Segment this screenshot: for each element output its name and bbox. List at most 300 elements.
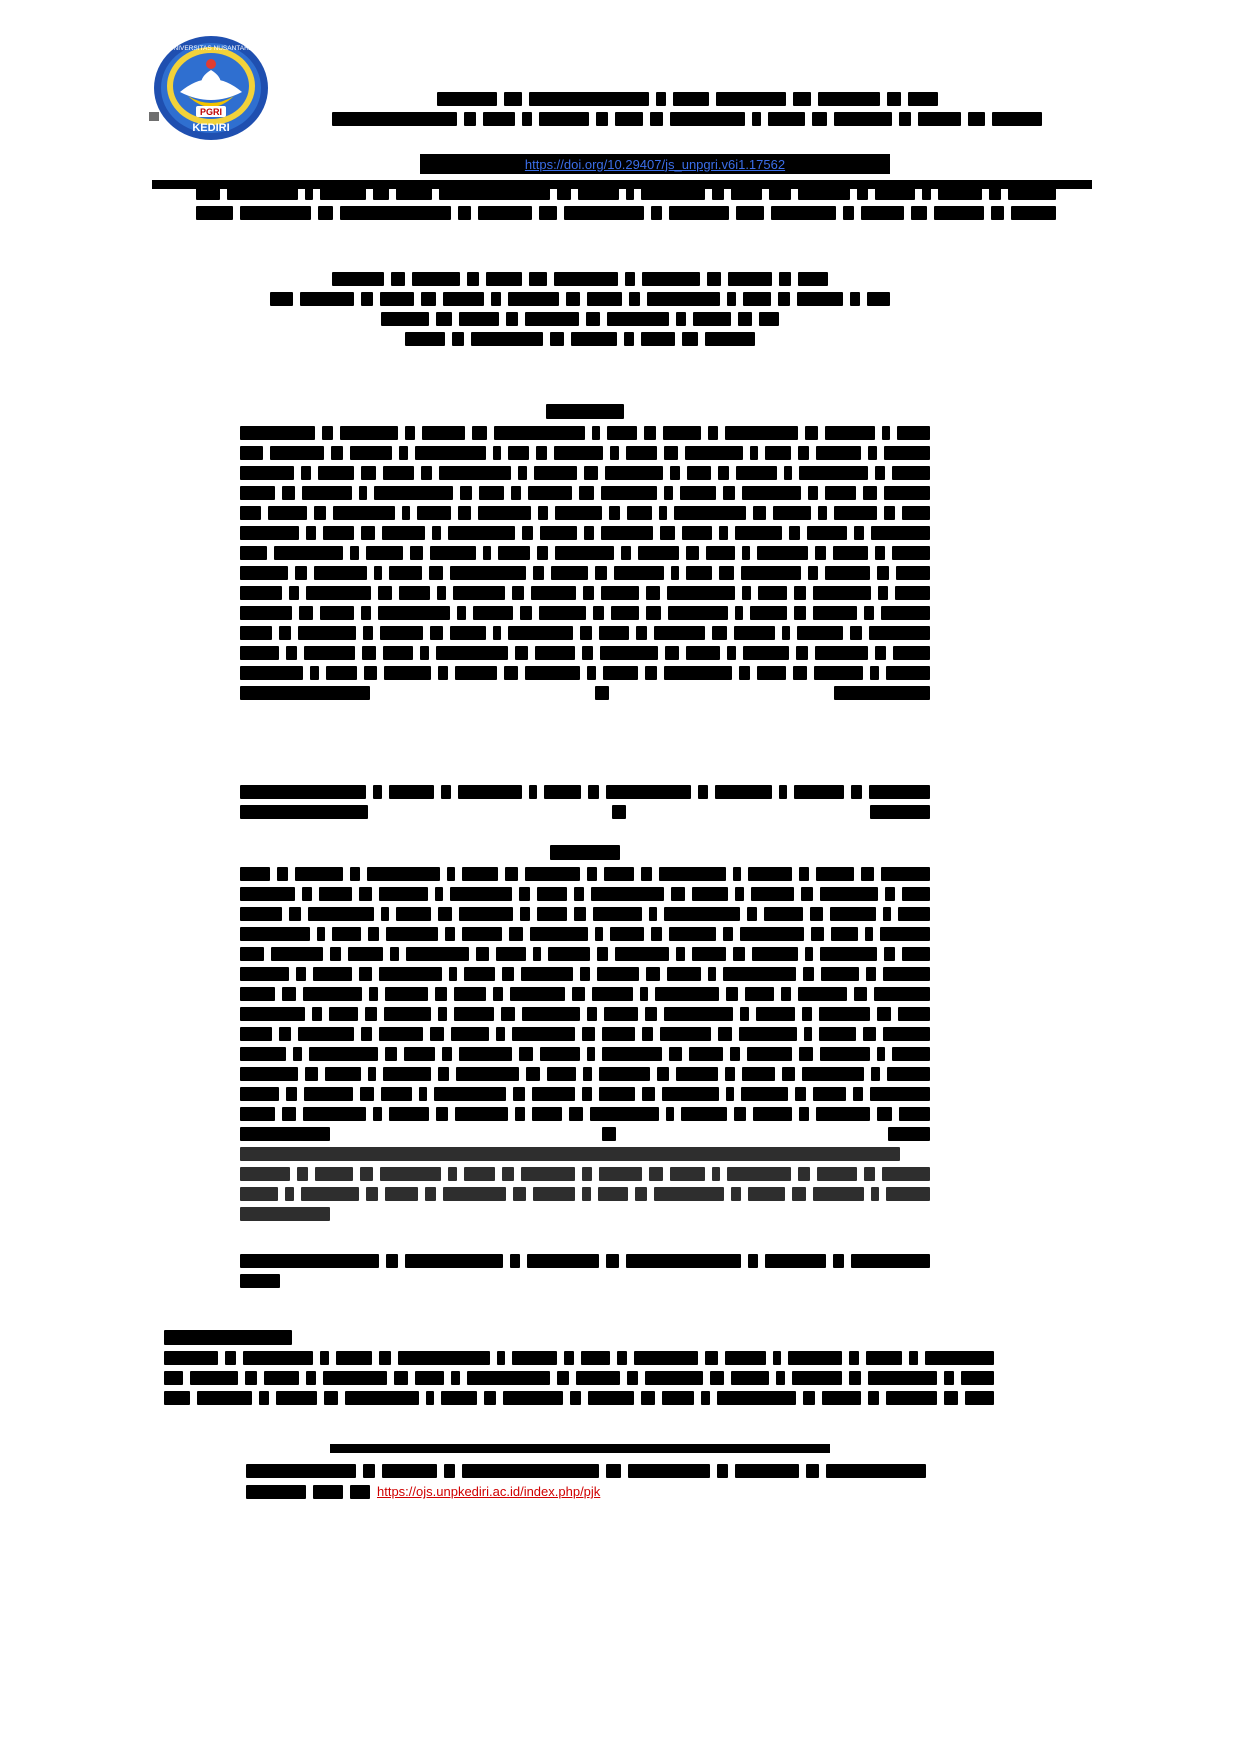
text-block [323, 1371, 387, 1385]
text-block [815, 546, 826, 560]
text-block [363, 1464, 376, 1478]
text-block [453, 586, 505, 600]
text-block [457, 606, 465, 620]
text-block [794, 586, 806, 600]
introduction-section [164, 1330, 994, 1411]
text-block [689, 1047, 723, 1061]
text-block [831, 927, 858, 941]
text-block [520, 606, 532, 620]
text-block [813, 1087, 845, 1101]
text-block [753, 506, 766, 520]
text-block [707, 272, 721, 286]
text-block [240, 646, 279, 660]
text-block [627, 1371, 637, 1385]
text-block [439, 186, 551, 200]
text-block [877, 566, 889, 580]
text-block [871, 526, 930, 540]
text-block [447, 867, 455, 881]
text-block [660, 526, 675, 540]
text-block [540, 526, 577, 540]
text-block [164, 1371, 183, 1385]
text-block [399, 446, 408, 460]
text-block [592, 987, 633, 1001]
text-block [649, 907, 657, 921]
text-block [793, 666, 807, 680]
text-block [863, 1027, 875, 1041]
text-block [386, 927, 438, 941]
text-block [646, 606, 661, 620]
text-block [654, 626, 705, 640]
text-block [875, 466, 885, 480]
text-block [659, 506, 667, 520]
text-block [902, 506, 930, 520]
text-line [240, 987, 930, 1001]
text-block [547, 1067, 576, 1081]
text-block [385, 987, 429, 1001]
text-block [789, 526, 801, 540]
text-block [340, 206, 451, 220]
text-block [591, 887, 664, 901]
text-block [581, 1351, 610, 1365]
footer-line-with-url [246, 1484, 926, 1499]
text-block [384, 666, 431, 680]
text-block [609, 506, 620, 520]
text-block [587, 666, 596, 680]
abstrak-body [240, 867, 930, 1141]
text-block [274, 546, 343, 560]
abstract-heading [240, 404, 930, 419]
text-block [798, 987, 847, 1001]
text-block [373, 785, 382, 799]
text-block [748, 1254, 758, 1268]
text-block [660, 1027, 711, 1041]
text-block [305, 186, 312, 200]
text-block [378, 586, 392, 600]
text-block [476, 947, 489, 961]
text-block [646, 586, 660, 600]
text-block [197, 1391, 252, 1405]
text-block [435, 887, 443, 901]
doi-link[interactable]: https://doi.org/10.29407/js_unpgri.v6i1.17562 [524, 156, 786, 172]
text-block [426, 1391, 435, 1405]
text-line [240, 426, 930, 440]
text-block [834, 506, 876, 520]
text-block [874, 987, 930, 1001]
text-block [458, 506, 471, 520]
text-block [820, 1047, 870, 1061]
text-block [574, 887, 584, 901]
text-block [451, 1027, 490, 1041]
text-block [305, 1067, 317, 1081]
text-block [521, 1167, 575, 1181]
text-block [615, 947, 669, 961]
text-block [802, 1067, 864, 1081]
text-block [599, 1087, 635, 1101]
text-block [532, 1087, 575, 1101]
text-block [592, 426, 600, 440]
text-block [456, 1067, 520, 1081]
text-block [550, 332, 564, 346]
text-block [240, 1167, 290, 1181]
text-block [765, 446, 791, 460]
text-block [875, 546, 885, 560]
text-block [792, 1371, 842, 1385]
text-block [719, 566, 734, 580]
text-block [383, 1067, 431, 1081]
text-block [742, 486, 802, 500]
text-block [381, 907, 389, 921]
text-block [497, 1351, 505, 1365]
text-block [240, 1067, 298, 1081]
text-block [641, 1391, 655, 1405]
text-block [799, 466, 868, 480]
text-block [571, 332, 617, 346]
text-block [757, 546, 808, 560]
text-block [430, 1027, 444, 1041]
text-block [883, 967, 930, 981]
text-block [286, 646, 297, 660]
text-line [240, 506, 930, 520]
text-block [733, 947, 746, 961]
text-block [853, 1087, 863, 1101]
text-block [579, 486, 594, 500]
text-block [442, 1047, 452, 1061]
text-block [682, 332, 698, 346]
text-block [898, 907, 930, 921]
text-line [240, 887, 930, 901]
text-block [747, 907, 757, 921]
text-block [270, 292, 293, 306]
svg-text:PGRI: PGRI [199, 107, 223, 117]
text-block [871, 1067, 880, 1081]
text-block [350, 546, 360, 560]
text-block [333, 506, 395, 520]
text-block [379, 1027, 423, 1041]
text-line [240, 626, 930, 640]
text-block [304, 646, 355, 660]
text-block [773, 1351, 781, 1365]
text-block [282, 1107, 296, 1121]
text-block [676, 947, 685, 961]
text-block [331, 446, 343, 460]
text-block [825, 566, 869, 580]
text-block [895, 586, 930, 600]
text-block [812, 112, 827, 126]
text-block [595, 686, 609, 700]
text-block [681, 1107, 727, 1121]
text-block [850, 626, 862, 640]
text-block [733, 867, 741, 881]
text-block [537, 546, 548, 560]
text-block [580, 626, 592, 640]
text-block [752, 112, 760, 126]
text-block [597, 967, 639, 981]
text-block [731, 1371, 769, 1385]
text-block [306, 586, 370, 600]
text-block [877, 1007, 891, 1021]
text-block [799, 1107, 810, 1121]
text-block [436, 312, 452, 326]
text-block [240, 887, 295, 901]
text-block [508, 446, 530, 460]
text-block [435, 987, 447, 1001]
text-block [454, 987, 486, 1001]
text-block [922, 186, 931, 200]
text-block [892, 466, 931, 480]
text-block [820, 887, 878, 901]
text-line [164, 1351, 994, 1365]
text-block [634, 1351, 699, 1365]
journal-title-block [332, 92, 1042, 132]
text-block [882, 426, 890, 440]
text-block [818, 92, 880, 106]
text-block [726, 987, 738, 1001]
text-block [748, 867, 792, 881]
text-block [380, 292, 413, 306]
footer-block [350, 1485, 370, 1499]
text-block [803, 967, 815, 981]
text-block [417, 506, 451, 520]
text-block [649, 1167, 663, 1181]
text-block [607, 312, 669, 326]
text-line [240, 785, 930, 799]
text-block [297, 1167, 307, 1181]
text-block [582, 646, 593, 660]
text-block [405, 1254, 503, 1268]
text-line [240, 606, 930, 620]
text-block [373, 1107, 382, 1121]
text-block [430, 626, 444, 640]
text-block [821, 967, 858, 981]
text-block [884, 947, 895, 961]
text-block [529, 92, 649, 106]
text-block [642, 1087, 656, 1101]
text-block [751, 887, 794, 901]
text-block [781, 987, 791, 1001]
text-block [308, 907, 374, 921]
text-block [627, 506, 652, 520]
text-block [264, 1371, 299, 1385]
text-line [164, 1391, 994, 1405]
text-block [819, 1007, 870, 1021]
text-block [742, 586, 751, 600]
text-block [510, 1254, 520, 1268]
text-block [537, 887, 567, 901]
text-block [612, 805, 626, 819]
text-line [240, 907, 930, 921]
text-block [295, 566, 307, 580]
text-block [715, 785, 772, 799]
text-block [771, 206, 836, 220]
text-block [405, 332, 445, 346]
text-block [518, 466, 526, 480]
text-block [867, 292, 890, 306]
margin-mark [149, 112, 159, 121]
text-block [667, 586, 735, 600]
author-line [270, 312, 890, 326]
text-block [293, 1047, 302, 1061]
text-block [504, 666, 518, 680]
abstract-body [240, 426, 930, 700]
keywords-body [240, 785, 930, 819]
text-block [734, 626, 775, 640]
text-block [888, 1127, 930, 1141]
text-block [320, 186, 366, 200]
text-line [240, 1187, 930, 1201]
text-block [602, 1027, 635, 1041]
text-block [692, 947, 725, 961]
text-block [493, 446, 501, 460]
text-block [240, 446, 263, 460]
text-block [306, 526, 316, 540]
text-block [240, 666, 303, 680]
text-block [380, 1167, 441, 1181]
text-block [434, 1087, 506, 1101]
text-block [539, 206, 558, 220]
text-block [548, 947, 591, 961]
text-block [441, 785, 451, 799]
text-block [664, 486, 672, 500]
text-block [692, 887, 729, 901]
text-block [379, 887, 427, 901]
abstrak-body-grey [240, 1147, 930, 1221]
text-block [854, 526, 864, 540]
text-block [296, 967, 306, 981]
text-block [508, 292, 559, 306]
text-block [479, 486, 504, 500]
text-block [816, 867, 854, 881]
text-block [576, 1371, 621, 1385]
text-block [801, 887, 813, 901]
text-block [870, 666, 879, 680]
text-block [196, 186, 220, 200]
text-block [505, 867, 518, 881]
text-block [437, 586, 446, 600]
text-block [817, 1167, 857, 1181]
title-line [332, 112, 1042, 126]
text-block [460, 486, 472, 500]
text-block [830, 907, 875, 921]
text-block [884, 446, 930, 460]
text-block [686, 646, 720, 660]
text-block [796, 646, 808, 660]
text-block [478, 206, 532, 220]
text-block [295, 867, 343, 881]
text-block [645, 1371, 704, 1385]
journal-url-link[interactable]: https://ojs.unpkediri.ac.id/index.php/pjk [377, 1484, 601, 1499]
text-block [597, 947, 608, 961]
text-block [380, 626, 422, 640]
text-block [363, 626, 373, 640]
text-block [887, 1067, 930, 1081]
text-block [164, 1351, 218, 1365]
text-block [884, 506, 895, 520]
text-block [644, 426, 656, 440]
text-block [361, 1027, 372, 1041]
text-block [593, 606, 603, 620]
text-block [471, 332, 543, 346]
text-block [336, 1351, 371, 1365]
text-block [731, 1187, 741, 1201]
text-block [449, 967, 457, 981]
text-block [739, 666, 750, 680]
text-block [493, 626, 502, 640]
text-block [758, 586, 788, 600]
text-block [934, 206, 984, 220]
text-block [484, 1391, 496, 1405]
text-block [808, 566, 818, 580]
text-block [662, 1087, 718, 1101]
text-block [663, 426, 701, 440]
text-block [467, 272, 479, 286]
text-block [759, 312, 779, 326]
text-block [892, 1047, 930, 1061]
text-block [645, 666, 657, 680]
text-block [642, 1027, 653, 1041]
text-block [621, 546, 631, 560]
text-block [626, 1254, 741, 1268]
text-block [512, 586, 524, 600]
text-block [410, 546, 423, 560]
text-block [606, 1254, 619, 1268]
introduction-body [164, 1351, 994, 1405]
text-line [240, 1107, 930, 1121]
text-block [240, 586, 282, 600]
text-block [332, 927, 360, 941]
text-block [599, 626, 630, 640]
text-block [240, 967, 289, 981]
text-block [647, 292, 721, 306]
text-block [588, 785, 599, 799]
text-block [712, 1167, 721, 1181]
text-block [886, 666, 930, 680]
text-block [383, 466, 413, 480]
text-block [396, 186, 432, 200]
text-block [533, 947, 541, 961]
text-block [782, 626, 791, 640]
text-block [765, 1254, 826, 1268]
text-block [240, 1187, 278, 1201]
text-block [728, 272, 772, 286]
text-block [610, 446, 619, 460]
text-block [868, 1371, 937, 1385]
text-block [398, 1351, 490, 1365]
text-block [399, 586, 430, 600]
text-block [533, 1187, 575, 1201]
text-block [892, 546, 930, 560]
text-block [676, 312, 686, 326]
text-block [282, 987, 296, 1001]
text-block [664, 446, 678, 460]
text-block [459, 312, 499, 326]
text-block [240, 1207, 330, 1221]
text-block [587, 1047, 596, 1061]
text-block [564, 206, 644, 220]
text-line [240, 686, 930, 700]
text-block [686, 546, 699, 560]
text-block [572, 987, 586, 1001]
text-block [965, 1391, 994, 1405]
text-block [367, 867, 440, 881]
text-block [240, 506, 261, 520]
text-block [624, 332, 634, 346]
text-block [438, 666, 449, 680]
text-block [539, 112, 589, 126]
text-block [822, 1391, 861, 1405]
text-block [420, 646, 429, 660]
text-block [909, 1351, 918, 1365]
text-block [804, 1027, 813, 1041]
